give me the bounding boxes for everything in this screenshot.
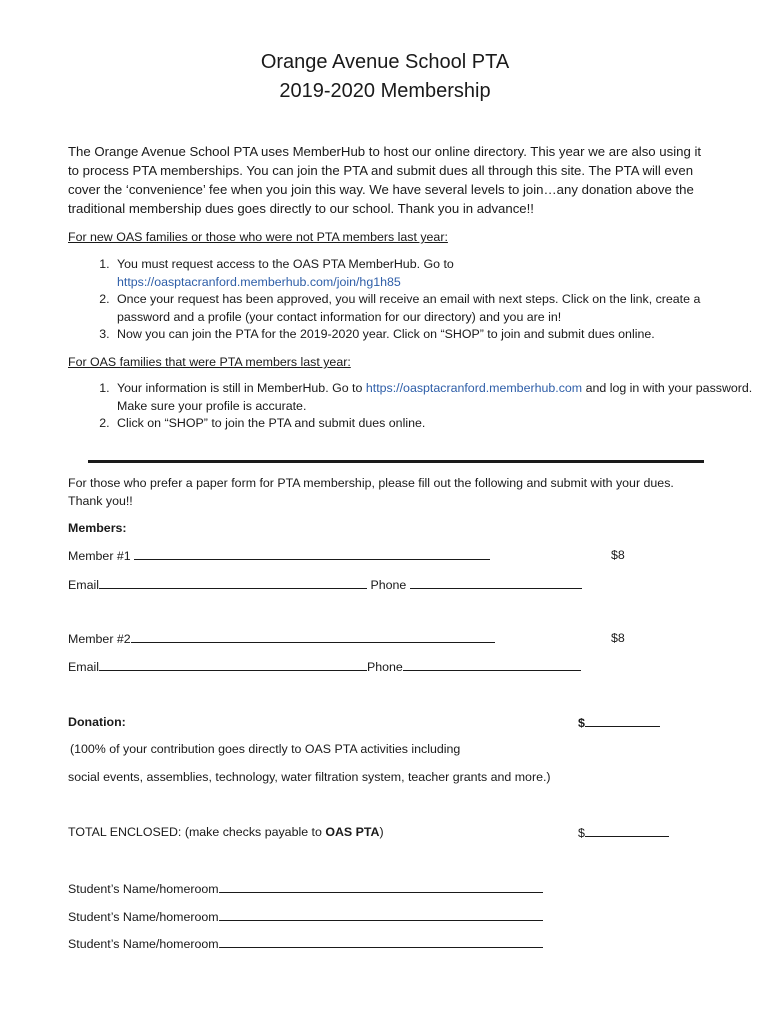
form-title: Orange Avenue School PTA (260, 51, 510, 73)
step-text: and log in with your password. Make sure your profile is accurate. (117, 381, 753, 413)
new-families-heading: For new OAS families or those who were not PTA members last year: (68, 230, 448, 244)
member1-row (68, 547, 490, 564)
student-row (68, 880, 543, 897)
phone-label: Phone (370, 578, 407, 592)
member1-contact-row (68, 576, 582, 593)
student-row (68, 908, 543, 925)
member1-email-field[interactable] (99, 576, 367, 589)
member2-phone-field[interactable] (403, 658, 581, 671)
member2-row (68, 630, 495, 647)
list-item: 2. Click on “SHOP” to join the PTA and submit dues online. (113, 415, 753, 433)
member1-phone-field[interactable] (410, 576, 582, 589)
list-item (113, 256, 753, 291)
returning-families-heading: For OAS families that were PTA members last year: (68, 355, 351, 369)
member2-contact-row (68, 658, 581, 675)
section-divider (88, 460, 704, 463)
list-item: 3. Now you can join the PTA for the 2019-2020 year. Click on “SHOP” to join and submit dues online. (113, 326, 753, 344)
donation-label: Donation: (68, 715, 126, 729)
student-label: Student’s Name/homeroom (68, 937, 219, 951)
list-item (113, 380, 753, 415)
step-text: Your information is still in MemberHub. Go to (117, 381, 363, 395)
total-amount-field[interactable] (585, 824, 669, 837)
email-label: Email (68, 578, 99, 592)
new-families-steps (68, 256, 753, 344)
total-enclosed-row (68, 824, 384, 840)
student-label: Student’s Name/homeroom (68, 882, 219, 896)
donation-amount-field[interactable] (585, 714, 660, 727)
email-label: Email (68, 660, 99, 674)
step-text: You must request access to the OAS PTA MemberHub. Go to (117, 257, 454, 271)
member1-price: $8 (611, 548, 625, 562)
student-label: Student’s Name/homeroom (68, 910, 219, 924)
donation-note-line1: (100% of your contribution goes directly to OAS PTA activities including (70, 742, 461, 756)
dollar-sign: $ (578, 826, 585, 840)
total-amount-row (578, 824, 669, 841)
total-label-close: ) (379, 825, 384, 839)
student-name-field[interactable] (219, 880, 543, 893)
member2-email-field[interactable] (99, 658, 367, 671)
student-row (68, 935, 543, 952)
member2-label: Member #2 (68, 632, 131, 646)
donation-amount-row (578, 714, 660, 731)
form-subtitle: 2019-2020 Membership (279, 80, 491, 102)
payee-name: OAS PTA (325, 825, 380, 839)
memberhub-join-link[interactable]: https://oasptacranford.memberhub.com/join/hg1h85 (117, 274, 401, 289)
member1-label: Member #1 (68, 549, 131, 563)
paper-form-intro: For those who prefer a paper form for PTA membership, please fill out the following and submit with your dues. Thank you!! (68, 476, 674, 508)
member2-name-field[interactable] (131, 630, 495, 643)
total-label: TOTAL ENCLOSED: (make checks payable to (68, 825, 322, 839)
members-label: Members: (68, 521, 127, 535)
donation-note-line2: social events, assemblies, technology, water filtration system, teacher grants and more.) (68, 770, 551, 784)
list-item: 2. Once your request has been approved, you will receive an email with next steps. Click on the link, create a password and a profile (your contact information for our directory) and you are in! (113, 291, 753, 326)
member2-price: $8 (611, 631, 625, 645)
intro-paragraph: The Orange Avenue School PTA uses MemberHub to host our online directory. This year we are also using it to process PTA memberships. You can join the PTA and submit dues all through this site. The PTA will even cover the ‘convenience’ fee when you join this way. We have several levels to join…any donation above the traditional membership dues goes directly to our school. Thank you in advance!! (68, 144, 702, 216)
member1-name-field[interactable] (134, 547, 490, 560)
dollar-sign: $ (578, 716, 585, 730)
returning-families-steps (68, 380, 753, 433)
memberhub-link[interactable]: https://oasptacranford.memberhub.com (365, 381, 583, 395)
student-name-field[interactable] (219, 908, 543, 921)
phone-label: Phone (366, 660, 403, 674)
student-name-field[interactable] (219, 935, 543, 948)
